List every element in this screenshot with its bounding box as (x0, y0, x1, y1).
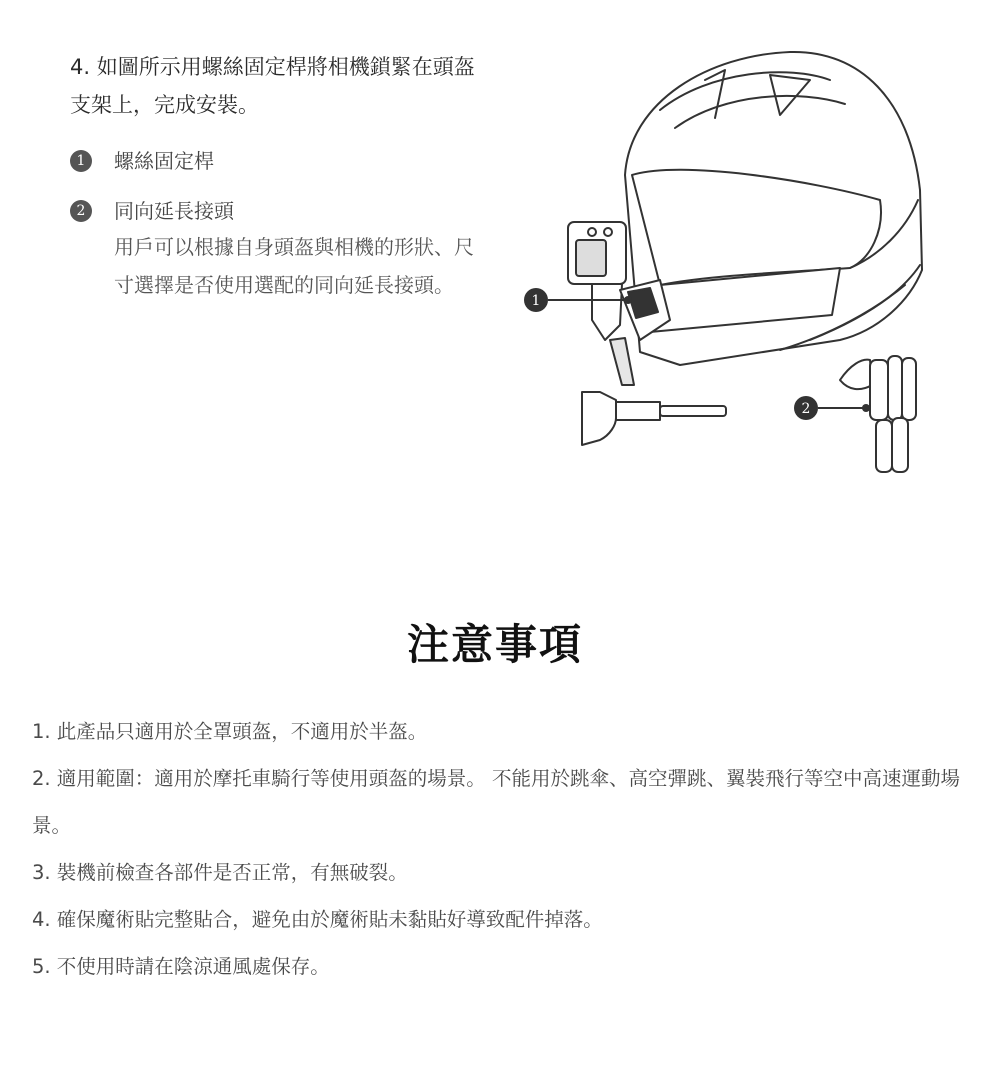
step-instruction: 4. 如圖所示用螺絲固定桿將相機鎖緊在頭盔支架上，完成安裝。 (70, 55, 475, 117)
section-heading-notes: 注意事項 (406, 620, 583, 669)
notes-list (32, 708, 962, 990)
screw-rod-part (582, 392, 726, 445)
legend-number-badge: 2 (70, 200, 92, 222)
helmet-visor (632, 170, 881, 285)
svg-text:2: 2 (801, 401, 811, 417)
callout-2 (794, 396, 870, 420)
helmet-mount-illustration (510, 40, 950, 480)
legend-item-extension-adapter (70, 196, 474, 304)
note-item: 3. 裝機前檢查各部件是否正常，有無破裂。 (32, 861, 408, 884)
note-item: 2. 適用範圍：適用於摩托車騎行等使用頭盔的場景。 不能用於跳傘、高空彈跳、翼裝飛行等空中高速運動場景。 (32, 767, 961, 837)
svg-text:1: 1 (531, 293, 541, 309)
legend-label: 螺絲固定桿 (114, 149, 214, 173)
helmet-vent (660, 72, 830, 110)
note-item: 5. 不使用時請在陰涼通風處保存。 (32, 955, 330, 978)
helmet-vent (675, 96, 845, 128)
legend-item-screw-rod (70, 146, 474, 176)
legend-description: 用戶可以根據自身頭盔與相機的形狀、尺寸選擇是否使用選配的同向延長接頭。 (114, 235, 474, 297)
legend-text-block (114, 196, 474, 304)
legend-label: 同向延長接頭 (114, 199, 234, 223)
note-item: 4. 確保魔術貼完整貼合，避免由於魔術貼未黏貼好導致配件掉落。 (32, 908, 603, 931)
legend-number-badge: 1 (70, 150, 92, 172)
extension-adapter-part (840, 356, 916, 472)
note-item: 1. 此產品只適用於全罩頭盔，不適用於半盔。 (32, 720, 428, 743)
